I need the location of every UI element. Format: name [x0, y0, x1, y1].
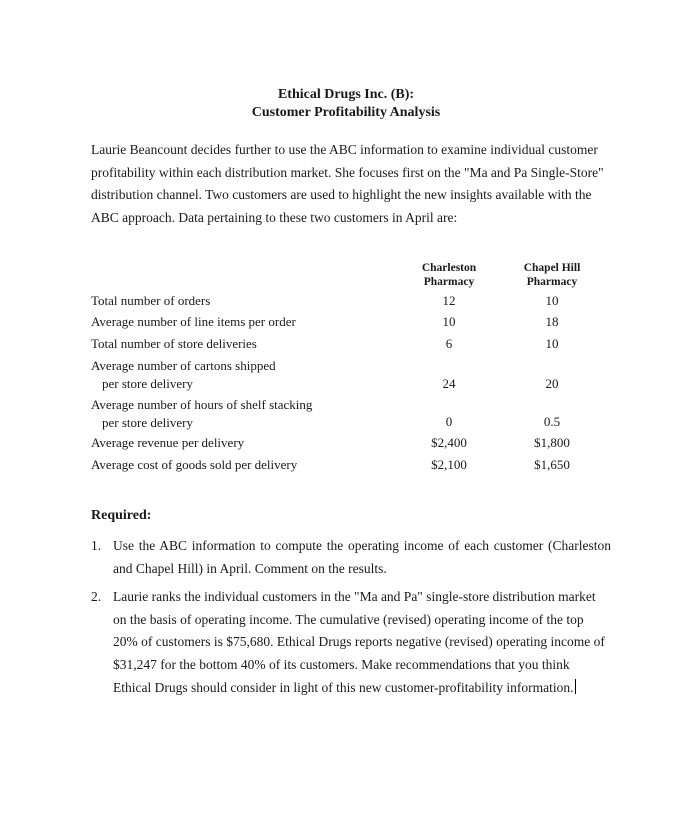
table-cell: 6: [445, 336, 453, 351]
table-cell: 10: [545, 336, 559, 351]
column-header-line: Pharmacy: [526, 276, 578, 288]
table-cell: $2,400: [431, 435, 467, 450]
table-cell: 24: [442, 376, 456, 391]
question-item: [91, 586, 611, 700]
table-cell: 0: [445, 414, 453, 429]
question-number: 2.: [91, 589, 102, 604]
table-row-label: Average number of line items per order: [91, 314, 296, 329]
question-text: Laurie ranks the individual customers in the "Ma and Pa" single-store distribution market on the basis of operating income. The cumulative (revised) operating income of the top 20% of customers is $75,680. Ethical Drugs reports negative (revised) operating income of $31,247 for the bottom 40% of its customers. Make recommendations that you think Ethical Drugs should consider in light of this new customer-profitability information.: [113, 589, 605, 695]
table-cell: 18: [545, 314, 559, 329]
table-cell: $1,800: [534, 435, 570, 450]
table-cell: $1,650: [534, 457, 570, 472]
question-item: [91, 535, 611, 580]
table-row-label-line: Average number of cartons shipped: [91, 358, 276, 373]
required-heading: Required:: [91, 508, 152, 523]
table-row-label-line: per store delivery: [102, 415, 193, 430]
table-cell: $2,100: [431, 457, 467, 472]
table-row-label-line: Average number of hours of shelf stacking: [91, 397, 313, 412]
table-cell: 10: [442, 314, 456, 329]
table-row-label: [91, 357, 276, 393]
column-header-chapel-hill: [497, 261, 607, 289]
table-row-label: Total number of orders: [91, 293, 211, 308]
question-text-container[interactable]: [113, 586, 611, 700]
intro-paragraph: Laurie Beancount decides further to use the ABC information to examine individual customer profitability within each distribution market. She focuses first on the "Ma and Pa Single-Store" distribution channel. Two customers are used to highlight the new insights available with the ABC approach. Data pertaining to these two customers in April are:: [91, 142, 604, 226]
column-header-line: Chapel Hill: [523, 262, 581, 274]
question-number: 1.: [91, 538, 102, 553]
table-row-label-line: per store delivery: [102, 376, 193, 391]
table-row-label: [91, 396, 312, 432]
table-row-label: Total number of store deliveries: [91, 336, 257, 351]
table-cell: 20: [545, 376, 559, 391]
document-title: Ethical Drugs Inc. (B):: [277, 87, 415, 102]
text-cursor: [575, 679, 576, 694]
question-text: Use the ABC information to compute the operating income of each customer (Charleston and Chapel Hill) in April. Comment on the results.: [113, 538, 611, 576]
column-header-line: Charleston: [421, 262, 477, 274]
column-header-charleston: [394, 261, 504, 289]
table-row-label: Average revenue per delivery: [91, 435, 245, 450]
document-subtitle: Customer Profitability Analysis: [251, 105, 441, 120]
table-cell: 0.5: [543, 414, 561, 429]
column-header-line: Pharmacy: [423, 276, 475, 288]
table-row-label: Average cost of goods sold per delivery: [91, 457, 298, 472]
table-cell: 10: [545, 293, 559, 308]
table-cell: 12: [442, 293, 456, 308]
